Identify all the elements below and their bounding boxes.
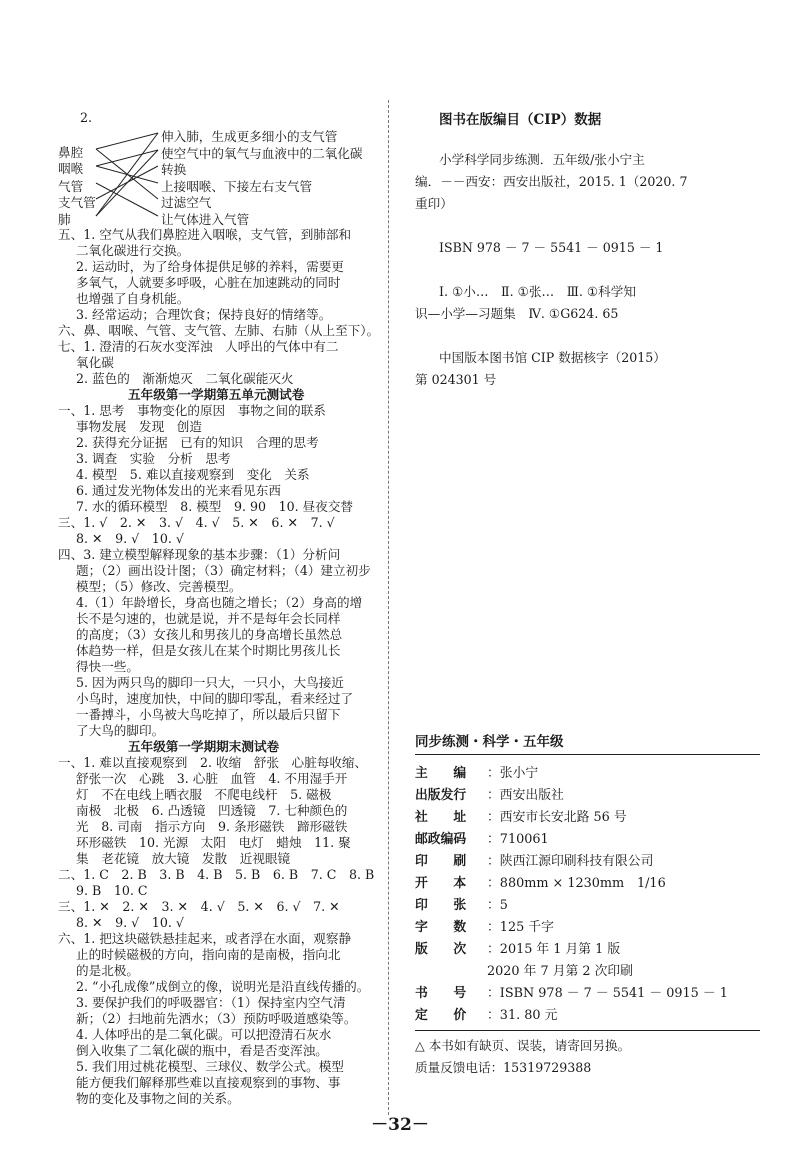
answer-line: 一、1. 思考 事物变化的原因 事物之间的联系 [58, 403, 326, 418]
answer-line: 长不是匀速的，也就是说，并不是每年会长同样 [76, 611, 341, 626]
organ-label: 肺 [58, 212, 71, 227]
cip-line: 识—小学—习题集 Ⅳ. ①G624. 65 [415, 306, 619, 321]
answer-line: 新；（2）扫地前先洒水；（3）预防呼吸道感染等。 [76, 1011, 357, 1026]
cip-line: 重印） [415, 196, 453, 211]
pub-row [415, 894, 508, 913]
pub-row [415, 982, 728, 1001]
function-label: 转换 [161, 162, 187, 177]
answer-line: 光 8. 司南 指示方向 9. 条形磁铁 蹄形磁铁 [76, 819, 348, 834]
answer-line: 题；（2）画出设计图；（3）确定材料；（4）建立初步 [76, 563, 371, 578]
answer-line: 多氧气，人就要多呼吸，心脏在加速跳动的同时 [76, 275, 341, 290]
answer-line: 5. 我们用过桃花模型、三球仪、数学公式。模型 [76, 1059, 344, 1074]
answer-line: 一番搏斗，小鸟被大鸟吃掉了，所以最后只留下 [76, 707, 341, 722]
answer-line: 二氧化碳进行交换。 [76, 243, 190, 258]
pub-key: 印 张 [415, 898, 467, 913]
answer-line: 6. 通过发光物体发出的光来看见东西 [76, 483, 281, 498]
answer-line: 能方便我们解释那些难以直接观察到的事物、事 [76, 1075, 341, 1090]
answer-line: 3. 经常运动；合理饮食；保持良好的情绪等。 [76, 307, 332, 322]
answer-line: 2. 获得充分证据 已有的知识 合理的思考 [76, 435, 319, 450]
pub-value: ：31. 80 元 [487, 1008, 558, 1023]
pub-key: 字 数 [415, 920, 467, 935]
pub-key: 定 价 [415, 1008, 467, 1023]
function-label: 使空气中的氧气与血液中的二氧化碳 [161, 146, 363, 161]
matching-lines [58, 100, 168, 230]
answer-line: 二、1. C 2. B 3. B 4. B 5. B 6. B 7. C 8. B [58, 867, 375, 882]
answer-line: 三、1. ✕ 2. ✕ 3. ✕ 4. √ 5. ✕ 6. √ 7. ✕ [58, 899, 340, 914]
organ-label: 鼻腔 [58, 145, 84, 160]
answer-line: 得快一些。 [76, 659, 139, 674]
pub-row [415, 1004, 557, 1023]
pub-value: ：西安市长安北路 56 号 [487, 810, 627, 825]
organ-label: 气管 [58, 179, 84, 194]
answer-line: 事物发展 发现 创造 [76, 419, 202, 434]
pub-value: ：5 [487, 898, 508, 913]
answer-line: 舒张一次 心跳 3. 心脏 血管 4. 不用湿手开 [76, 771, 348, 786]
answer-line: 物的变化及事物之间的关系。 [76, 1091, 240, 1106]
answer-line: 2. 运动时，为了给身体提供足够的养料，需要更 [76, 259, 344, 274]
cip-line: ISBN 978 － 7 － 5541 － 0915 － 1 [439, 240, 664, 255]
answer-line: 止的时候磁极的方向，指向南的是南极，指向北 [76, 947, 341, 962]
answer-line: 2. “小孔成像”成倒立的像，说明光是沿直线传播的。 [76, 979, 370, 994]
answer-line: 5. 因为两只鸟的脚印一只大，一只小，大鸟接近 [76, 675, 344, 690]
page-number: －32－ [371, 1115, 429, 1135]
cip-title: 图书在版编目（CIP）数据 [439, 112, 602, 128]
feedback-phone: 质量反馈电话：15319729388 [415, 1060, 592, 1075]
pub-value: ：陕西江源印刷科技有限公司 [487, 854, 654, 869]
answer-line: 环形磁铁 10. 光源 太阳 电灯 蜡烛 11. 聚 [76, 835, 351, 850]
answer-line: 体趋势一样，但是女孩儿在某个时期比男孩儿长 [76, 643, 341, 658]
answer-line: 7. 水的循环模型 8. 模型 9. 90 10. 昼夜交替 [76, 499, 354, 514]
pub-row [415, 762, 538, 781]
answer-line: 4.（1）年龄增长，身高也随之增长；（2）身高的增 [76, 595, 363, 610]
cip-line: Ⅰ. ①小… Ⅱ. ①张… Ⅲ. ①科学知 [439, 284, 636, 299]
pub-key: 出版发行 [415, 788, 467, 803]
pub-row [415, 806, 627, 825]
pub-value: 2020 年 7 月第 2 次印刷 [487, 964, 633, 979]
pub-value: ：880mm × 1230mm 1/16 [487, 876, 666, 891]
cip-line: 小学科学同步练测．五年级/张小宁主 [439, 152, 645, 167]
answer-line: 六、1. 把这块磁铁悬挂起来，或者浮在水面，观察静 [58, 931, 352, 946]
answer-line: 四、3. 建立模型解释现象的基本步骤：（1）分析问 [58, 547, 341, 562]
answer-line: 五、1. 空气从我们鼻腔进入咽喉，支气管，到肺部和 [58, 227, 352, 242]
organ-label: 咽喉 [58, 161, 84, 176]
organ-label: 支气管 [58, 195, 96, 210]
diagram-number: 2. [80, 110, 93, 125]
answer-line: 六、鼻、咽喉、气管、支气管、左肺、右肺（从上至下）。 [58, 323, 380, 338]
answer-line: 倒入收集了二氧化碳的瓶中，看是否变浑浊。 [76, 1043, 328, 1058]
pub-row [415, 828, 549, 847]
pub-row [415, 784, 564, 803]
pub-key: 印 刷 [415, 854, 467, 869]
answer-line: 三、1. √ 2. ✕ 3. √ 4. √ 5. ✕ 6. ✕ 7. √ [58, 515, 335, 530]
answer-line: 七、1. 澄清的石灰水变浑浊 人呼出的气体中有二 [58, 339, 339, 354]
pub-key: 开 本 [415, 876, 467, 891]
section-title: 五年级第一学期第五单元测试卷 [128, 387, 305, 402]
answer-line: 一、1. 难以直接观察到 2. 收缩 舒张 心脏每收缩、 [58, 755, 368, 770]
answer-line: 3. 要保护我们的呼吸器官：（1）保持室内空气清 [76, 995, 346, 1010]
column-divider [388, 100, 389, 1115]
section-title: 五年级第一学期期末测试卷 [128, 739, 280, 754]
answer-line: 模型；（5）修改、完善模型。 [76, 579, 242, 594]
pub-value: ：710061 [487, 832, 549, 847]
pub-row [415, 872, 666, 891]
answer-line: 南极 北极 6. 凸透镜 凹透镜 7. 七种颜色的 [76, 803, 348, 818]
rule-bottom [415, 1030, 760, 1031]
pub-key: 书 号 [415, 986, 467, 1001]
pub-key: 版 次 [415, 942, 467, 957]
answer-line: 3. 调查 实验 分析 思考 [76, 451, 231, 466]
function-label: 伸入肺，生成更多细小的支气管 [161, 129, 338, 144]
function-label: 上接咽喉、下接左右支气管 [161, 179, 313, 194]
answer-line: 小鸟时，速度加快，中间的脚印零乱，看来经过了 [76, 691, 354, 706]
pub-row [415, 938, 620, 957]
answer-line: 8. ✕ 9. √ 10. √ [76, 915, 184, 930]
answer-line: 的是北极。 [76, 963, 139, 978]
answer-line: 了大鸟的脚印。 [76, 723, 165, 738]
respiratory-matching-diagram [58, 100, 388, 230]
cip-line: 编．－－西安：西安出版社，2015. 1（2020. 7 [415, 174, 688, 189]
answer-line: 氧化碳 [76, 355, 114, 370]
answer-line: 集 老花镜 放大镜 发散 近视眼镜 [76, 851, 291, 866]
answer-line: 2. 蓝色的 渐渐熄灭 二氧化碳能灭火 [76, 371, 294, 386]
answer-line: 灯 不在电线上晒衣服 不爬电线杆 5. 磁极 [76, 787, 332, 802]
pub-value: ：ISBN 978 － 7 － 5541 － 0915 － 1 [487, 986, 728, 1001]
answer-line: 的高度；（3）女孩儿和男孩儿的身高增长虽然总 [76, 627, 343, 642]
pub-value: ：125 千字 [487, 920, 554, 935]
cip-line: 中国版本图书馆 CIP 数据核字（2015） [439, 350, 666, 365]
answer-line: 4. 人体呼出的是二氧化碳。可以把澄清石灰水 [76, 1027, 332, 1042]
pub-row [415, 850, 653, 869]
pub-value: ：西安出版社 [487, 788, 564, 803]
answer-line: 8. ✕ 9. √ 10. √ [76, 531, 184, 546]
pub-row [415, 916, 554, 935]
function-label: 过滤空气 [161, 195, 212, 210]
pub-key: 邮政编码 [415, 832, 467, 847]
publication-title: 同步练测・科学・五年级 [415, 734, 564, 750]
function-label: 让气体进入气管 [161, 212, 250, 227]
rule-top [415, 754, 760, 755]
answer-line: 9. B 10. C [76, 883, 148, 898]
pub-value: ：2015 年 1 月第 1 版 [487, 942, 621, 957]
cip-line: 第 024301 号 [415, 372, 497, 387]
answer-line: 4. 模型 5. 难以直接观察到 变化 关系 [76, 467, 310, 482]
pub-key: 社 址 [415, 810, 467, 825]
pub-row [415, 960, 633, 979]
pub-key: 主 编 [415, 766, 467, 781]
pub-value: ：张小宁 [487, 766, 539, 781]
answer-line: 也增强了自身机能。 [76, 291, 190, 306]
notice-line: △ 本书如有缺页、误装，请寄回另换。 [415, 1038, 631, 1053]
